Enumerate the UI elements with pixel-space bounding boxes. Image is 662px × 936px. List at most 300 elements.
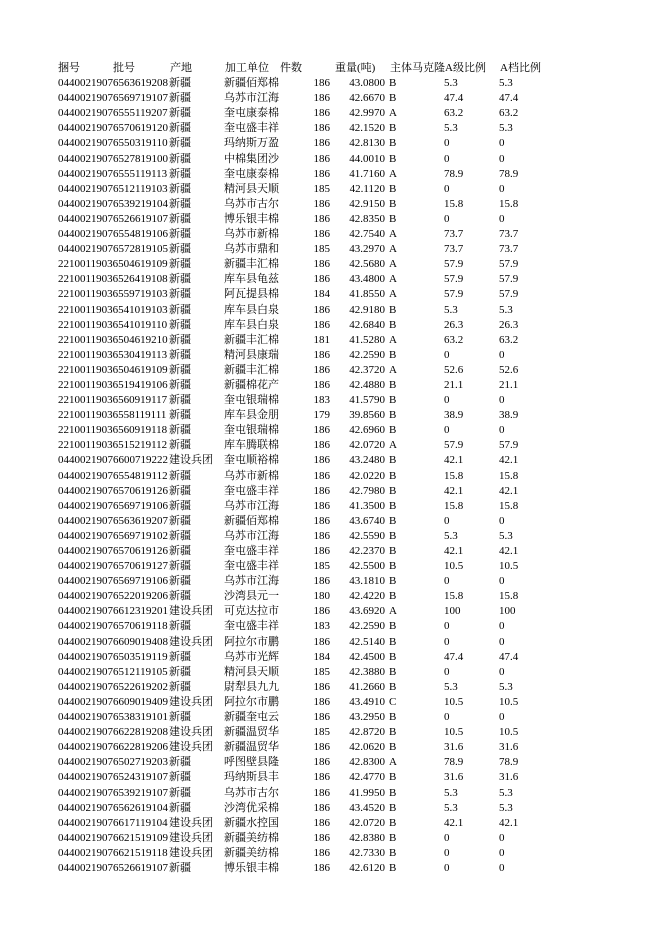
cell-piece-count: 186: [313, 167, 330, 180]
cell-origin: 新疆: [169, 152, 191, 165]
cell-grade-a-ratio: 15.8: [444, 590, 464, 603]
cell-origin: 新疆: [169, 711, 191, 724]
cell-tier-a-ratio: 0: [499, 394, 505, 407]
cell-weight: 42.6840: [349, 318, 385, 331]
cotton-bale-table: [57, 61, 552, 876]
cell-weight: 42.5680: [349, 258, 385, 271]
cell-grade-a-ratio: 31.6: [444, 771, 464, 784]
cell-bale-no: 04400219076512119105: [58, 665, 168, 678]
cell-bale-no: 22100119036504619109: [58, 363, 168, 376]
cell-tier-a-ratio: 21.1: [499, 378, 519, 391]
table-row: [57, 786, 552, 801]
cell-weight: 41.8550: [349, 288, 385, 301]
cell-weight: 39.8560: [349, 409, 385, 422]
cell-main-micronaire: C: [389, 695, 397, 708]
cell-piece-count: 186: [313, 197, 330, 210]
cell-tier-a-ratio: 0: [499, 424, 505, 437]
cell-processing-unit: 新疆丰汇棉: [224, 333, 279, 346]
table-row: [57, 76, 552, 91]
cell-origin: 新疆: [169, 92, 191, 105]
cell-origin: 新疆: [169, 394, 191, 407]
cell-weight: 42.0620: [349, 741, 385, 754]
cell-bale-no: 04400219076512119103: [58, 182, 168, 195]
cell-main-micronaire: B: [389, 514, 397, 527]
cell-main-micronaire: B: [389, 650, 397, 663]
cell-bale-no: 04400219076600719222: [58, 454, 168, 467]
cell-grade-a-ratio: 57.9: [444, 258, 464, 271]
cell-processing-unit: 新疆丰汇棉: [224, 363, 279, 376]
cell-processing-unit: 乌苏市古尔: [224, 197, 279, 210]
cell-main-micronaire: B: [389, 484, 397, 497]
cell-tier-a-ratio: 0: [499, 212, 505, 225]
table-row: [57, 589, 552, 604]
cell-processing-unit: 新疆美纺棉: [224, 846, 279, 859]
table-row: [57, 393, 552, 408]
cell-processing-unit: 库车县金朋: [224, 409, 279, 422]
cell-origin: 新疆: [169, 182, 191, 195]
cell-grade-a-ratio: 100: [444, 605, 461, 618]
cell-bale-no: 04400219076569719106: [58, 499, 168, 512]
table-row: [57, 318, 552, 333]
cell-processing-unit: 新疆丰汇棉: [224, 258, 279, 271]
cell-origin: 新疆: [169, 137, 191, 150]
cell-weight: 41.5790: [349, 394, 385, 407]
cell-processing-unit: 奎屯盛丰祥: [224, 484, 279, 497]
cell-main-micronaire: B: [389, 394, 397, 407]
cell-tier-a-ratio: 78.9: [499, 167, 519, 180]
table-row: [57, 544, 552, 559]
cell-main-micronaire: B: [389, 726, 397, 739]
cell-main-micronaire: B: [389, 378, 397, 391]
cell-piece-count: 181: [313, 333, 330, 346]
cell-weight: 42.4880: [349, 378, 385, 391]
cell-processing-unit: 库车县白泉: [224, 303, 279, 316]
cell-main-micronaire: B: [389, 771, 397, 784]
cell-weight: 42.8130: [349, 137, 385, 150]
cell-tier-a-ratio: 5.3: [499, 680, 513, 693]
cell-bale-no: 04400219076572819105: [58, 243, 168, 256]
cell-processing-unit: 玛纳斯县丰: [224, 771, 279, 784]
cell-main-micronaire: B: [389, 454, 397, 467]
table-row: [57, 136, 552, 151]
cell-weight: 42.8380: [349, 831, 385, 844]
cell-bale-no: 22100119036560919117: [58, 394, 168, 407]
cell-piece-count: 186: [313, 499, 330, 512]
cell-weight: 42.6670: [349, 92, 385, 105]
cell-main-micronaire: B: [389, 303, 397, 316]
cell-tier-a-ratio: 42.1: [499, 545, 519, 557]
cell-processing-unit: 奎屯康泰棉: [224, 167, 279, 180]
cell-grade-a-ratio: 42.1: [444, 545, 464, 557]
cell-processing-unit: 精河县康瑞: [224, 348, 279, 361]
cell-piece-count: 186: [313, 635, 330, 648]
cell-weight: 41.3500: [349, 499, 385, 512]
table-row: [57, 348, 552, 363]
cell-tier-a-ratio: 10.5: [499, 560, 519, 573]
cell-piece-count: 186: [313, 801, 330, 814]
cell-grade-a-ratio: 21.1: [444, 378, 464, 391]
cell-piece-count: 186: [313, 424, 330, 437]
cell-piece-count: 186: [313, 212, 330, 225]
cell-processing-unit: 乌苏市新棉: [224, 469, 279, 482]
cell-origin: 建设兵团: [169, 831, 213, 844]
cell-bale-no: 04400219076539219104: [58, 197, 168, 210]
cell-processing-unit: 新疆佰郑棉: [224, 514, 279, 527]
cell-tier-a-ratio: 73.7: [499, 243, 519, 256]
cell-processing-unit: 奎屯盛丰祥: [224, 560, 279, 573]
cell-weight: 43.6920: [349, 605, 385, 618]
cell-origin: 建设兵团: [169, 454, 213, 467]
cell-grade-a-ratio: 31.6: [444, 741, 464, 754]
cell-tier-a-ratio: 31.6: [499, 741, 519, 754]
table-row: [57, 755, 552, 770]
cell-processing-unit: 新疆美纺棉: [224, 831, 279, 844]
cell-tier-a-ratio: 5.3: [499, 801, 513, 814]
cell-processing-unit: 沙湾县元一: [224, 590, 279, 603]
cell-processing-unit: 奎屯银瑞棉: [224, 394, 279, 407]
cell-grade-a-ratio: 15.8: [444, 197, 464, 210]
cell-main-micronaire: B: [389, 469, 397, 482]
cell-processing-unit: 新疆温贸华: [224, 726, 279, 739]
cell-piece-count: 185: [313, 726, 330, 739]
cell-main-micronaire: B: [389, 529, 397, 542]
cell-bale-no: 22100119036558119111: [58, 409, 167, 422]
cell-main-micronaire: B: [389, 409, 397, 422]
cell-weight: 42.6960: [349, 424, 385, 437]
table-row: [57, 499, 552, 514]
cell-grade-a-ratio: 0: [444, 620, 450, 633]
cell-weight: 42.4770: [349, 771, 385, 784]
cell-weight: 43.4800: [349, 273, 385, 286]
cell-piece-count: 186: [313, 861, 330, 874]
table-row: [57, 227, 552, 242]
cell-origin: 建设兵团: [169, 635, 213, 648]
cell-piece-count: 186: [313, 711, 330, 724]
cell-grade-a-ratio: 5.3: [444, 77, 458, 90]
cell-grade-a-ratio: 0: [444, 182, 450, 195]
cell-bale-no: 04400219076621519118: [58, 846, 168, 859]
cell-origin: 新疆: [169, 484, 191, 497]
cell-origin: 新疆: [169, 861, 191, 874]
cell-bale-no: 04400219076622819208: [58, 726, 168, 739]
cell-bale-no: 04400219076569719106: [58, 575, 168, 588]
cell-grade-a-ratio: 78.9: [444, 756, 464, 769]
cell-origin: 新疆: [169, 318, 191, 331]
table-row: [57, 529, 552, 544]
cell-weight: 43.4910: [349, 695, 385, 708]
table-row: [57, 453, 552, 468]
cell-tier-a-ratio: 0: [499, 182, 505, 195]
cell-tier-a-ratio: 15.8: [499, 469, 519, 482]
cell-origin: 建设兵团: [169, 726, 213, 739]
cell-tier-a-ratio: 5.3: [499, 122, 513, 135]
cell-origin: 新疆: [169, 243, 191, 256]
cell-origin: 建设兵团: [169, 695, 213, 708]
cell-processing-unit: 呼图壁县隆: [224, 756, 279, 769]
cell-processing-unit: 精河县天顺: [224, 182, 279, 195]
cell-tier-a-ratio: 5.3: [499, 529, 513, 542]
cell-piece-count: 186: [313, 92, 330, 105]
cell-piece-count: 180: [313, 590, 330, 603]
cell-processing-unit: 可克达拉市: [224, 605, 279, 618]
cell-origin: 新疆: [169, 529, 191, 542]
cell-grade-a-ratio: 5.3: [444, 303, 458, 316]
cell-tier-a-ratio: 0: [499, 348, 505, 361]
cell-grade-a-ratio: 0: [444, 831, 450, 844]
cell-main-micronaire: A: [389, 756, 397, 769]
table-row: [57, 725, 552, 740]
cell-processing-unit: 乌苏市江海: [224, 92, 279, 105]
cell-origin: 新疆: [169, 786, 191, 799]
cell-tier-a-ratio: 0: [499, 514, 505, 527]
cell-bale-no: 22100119036519419106: [58, 378, 168, 391]
cell-weight: 42.9150: [349, 197, 385, 210]
cell-main-micronaire: B: [389, 665, 397, 678]
table-row: [57, 740, 552, 755]
cell-grade-a-ratio: 0: [444, 424, 450, 437]
cell-bale-no: 04400219076526619107: [58, 861, 168, 874]
cell-piece-count: 186: [313, 152, 330, 165]
cell-main-micronaire: B: [389, 92, 397, 105]
cell-weight: 43.6740: [349, 514, 385, 527]
cell-grade-a-ratio: 63.2: [444, 107, 464, 120]
cell-weight: 44.0010: [349, 152, 385, 165]
cell-tier-a-ratio: 100: [499, 605, 516, 618]
cell-origin: 新疆: [169, 439, 191, 452]
cell-tier-a-ratio: 0: [499, 635, 505, 648]
cell-piece-count: 184: [313, 650, 330, 663]
table-row: [57, 121, 552, 136]
cell-piece-count: 186: [313, 545, 330, 557]
cell-grade-a-ratio: 5.3: [444, 786, 458, 799]
cell-main-micronaire: B: [389, 212, 397, 225]
cell-piece-count: 186: [313, 228, 330, 241]
cell-weight: 42.6120: [349, 861, 385, 874]
cell-main-micronaire: B: [389, 620, 397, 633]
cell-bale-no: 04400219076570619118: [58, 620, 168, 633]
cell-main-micronaire: B: [389, 861, 397, 874]
header-weight: 重量(吨): [335, 62, 376, 74]
cell-bale-no: 22100119036530419113: [58, 348, 168, 361]
cell-weight: 42.3880: [349, 665, 385, 678]
cell-grade-a-ratio: 0: [444, 575, 450, 588]
cell-weight: 42.7540: [349, 228, 385, 241]
cell-piece-count: 183: [313, 620, 330, 633]
cell-origin: 新疆: [169, 665, 191, 678]
cell-grade-a-ratio: 42.1: [444, 454, 464, 467]
cell-main-micronaire: B: [389, 575, 397, 588]
cell-weight: 41.2660: [349, 680, 385, 693]
cell-piece-count: 186: [313, 273, 330, 286]
cell-origin: 新疆: [169, 650, 191, 663]
cell-grade-a-ratio: 0: [444, 137, 450, 150]
cell-piece-count: 186: [313, 439, 330, 452]
cell-grade-a-ratio: 5.3: [444, 801, 458, 814]
table-row: [57, 816, 552, 831]
cell-origin: 新疆: [169, 545, 191, 557]
cell-main-micronaire: B: [389, 348, 397, 361]
cell-tier-a-ratio: 0: [499, 846, 505, 859]
cell-main-micronaire: B: [389, 182, 397, 195]
cell-main-micronaire: A: [389, 228, 397, 241]
table-row: [57, 559, 552, 574]
cell-origin: 新疆: [169, 107, 191, 120]
cell-processing-unit: 库车县龟兹: [224, 273, 279, 286]
cell-processing-unit: 博乐银丰棉: [224, 861, 279, 874]
table-row: [57, 182, 552, 197]
cell-bale-no: 04400219076570619127: [58, 560, 168, 573]
cell-grade-a-ratio: 0: [444, 846, 450, 859]
table-row: [57, 257, 552, 272]
cell-grade-a-ratio: 5.3: [444, 122, 458, 135]
cell-main-micronaire: A: [389, 243, 397, 256]
cell-bale-no: 04400219076622819206: [58, 741, 168, 754]
cell-processing-unit: 阿瓦提县棉: [224, 288, 279, 301]
cell-grade-a-ratio: 5.3: [444, 680, 458, 693]
cell-main-micronaire: A: [389, 363, 397, 376]
cell-origin: 新疆: [169, 228, 191, 241]
cell-processing-unit: 沙湾优采棉: [224, 801, 279, 814]
cell-tier-a-ratio: 42.1: [499, 484, 519, 497]
cell-main-micronaire: B: [389, 499, 397, 512]
cell-grade-a-ratio: 63.2: [444, 333, 464, 346]
cell-piece-count: 183: [313, 394, 330, 407]
cell-weight: 43.1810: [349, 575, 385, 588]
cell-tier-a-ratio: 0: [499, 665, 505, 678]
cell-bale-no: 04400219076562619104: [58, 801, 168, 814]
table-row: [57, 242, 552, 257]
cell-piece-count: 186: [313, 741, 330, 754]
cell-tier-a-ratio: 5.3: [499, 303, 513, 316]
table-row: [57, 167, 552, 182]
cell-bale-no: 04400219076617119104: [58, 816, 168, 829]
table-row: [57, 619, 552, 634]
cell-tier-a-ratio: 26.3: [499, 318, 519, 331]
table-row: [57, 303, 552, 318]
cell-weight: 42.4220: [349, 590, 385, 603]
cell-bale-no: 04400219076609019408: [58, 635, 168, 648]
cell-piece-count: 186: [313, 756, 330, 769]
cell-bale-no: 22100119036515219112: [58, 439, 168, 452]
cell-origin: 新疆: [169, 409, 191, 422]
cell-processing-unit: 阿拉尔市鹏: [224, 635, 279, 648]
cell-tier-a-ratio: 57.9: [499, 288, 519, 301]
cell-main-micronaire: B: [389, 137, 397, 150]
cell-weight: 43.0800: [349, 77, 385, 90]
cell-processing-unit: 中棉集团沙: [224, 152, 279, 165]
cell-weight: 42.2590: [349, 620, 385, 633]
cell-bale-no: 04400219076612319201: [58, 605, 168, 618]
cell-processing-unit: 新疆水控国: [224, 816, 279, 829]
cell-weight: 42.5590: [349, 529, 385, 542]
cell-piece-count: 186: [313, 122, 330, 135]
cell-bale-no: 04400219076539219107: [58, 786, 168, 799]
cell-grade-a-ratio: 0: [444, 514, 450, 527]
table-row: [57, 665, 552, 680]
cell-bale-no: 04400219076524319107: [58, 771, 168, 784]
cell-piece-count: 184: [313, 288, 330, 301]
cell-piece-count: 185: [313, 560, 330, 573]
cell-bale-no: 04400219076526619107: [58, 212, 168, 225]
table-row: [57, 423, 552, 438]
cell-weight: 42.1120: [349, 182, 385, 195]
cell-bale-no: 04400219076502719203: [58, 756, 168, 769]
cell-origin: 新疆: [169, 77, 191, 90]
cell-tier-a-ratio: 5.3: [499, 786, 513, 799]
cell-processing-unit: 新疆棉花产: [224, 378, 279, 391]
cell-bale-no: 04400219076522619202: [58, 680, 168, 693]
cell-tier-a-ratio: 0: [499, 711, 505, 724]
cell-main-micronaire: B: [389, 197, 397, 210]
cell-bale-no: 04400219076570619126: [58, 484, 168, 497]
cell-weight: 42.8720: [349, 726, 385, 739]
cell-grade-a-ratio: 0: [444, 212, 450, 225]
cell-piece-count: 186: [313, 348, 330, 361]
cell-grade-a-ratio: 47.4: [444, 92, 464, 105]
cell-bale-no: 22100119036559719103: [58, 288, 168, 301]
cell-grade-a-ratio: 42.1: [444, 816, 464, 829]
cell-main-micronaire: B: [389, 560, 397, 573]
cell-processing-unit: 奎屯盛丰祥: [224, 545, 279, 557]
cell-weight: 42.3720: [349, 363, 385, 376]
cell-piece-count: 186: [313, 303, 330, 316]
cell-piece-count: 186: [313, 575, 330, 588]
cell-bale-no: 22100119036541019103: [58, 303, 168, 316]
cell-tier-a-ratio: 63.2: [499, 333, 519, 346]
cell-bale-no: 04400219076503519119: [58, 650, 168, 663]
cell-piece-count: 186: [313, 454, 330, 467]
cell-processing-unit: 奎屯盛丰祥: [224, 620, 279, 633]
cell-main-micronaire: B: [389, 545, 397, 557]
cell-weight: 43.4520: [349, 801, 385, 814]
cell-tier-a-ratio: 0: [499, 861, 505, 874]
cell-origin: 新疆: [169, 499, 191, 512]
cell-piece-count: 186: [313, 318, 330, 331]
cell-origin: 新疆: [169, 424, 191, 437]
cell-tier-a-ratio: 78.9: [499, 756, 519, 769]
cell-piece-count: 186: [313, 469, 330, 482]
cell-origin: 新疆: [169, 680, 191, 693]
cell-main-micronaire: B: [389, 424, 397, 437]
table-row: [57, 469, 552, 484]
cell-origin: 新疆: [169, 469, 191, 482]
cell-piece-count: 186: [313, 695, 330, 708]
cell-weight: 42.1520: [349, 122, 385, 135]
cell-tier-a-ratio: 42.1: [499, 816, 519, 829]
table-row: [57, 212, 552, 227]
table-row: [57, 438, 552, 453]
cell-origin: 新疆: [169, 212, 191, 225]
cell-piece-count: 186: [313, 363, 330, 376]
cell-grade-a-ratio: 0: [444, 348, 450, 361]
cell-weight: 41.5280: [349, 333, 385, 346]
cell-grade-a-ratio: 15.8: [444, 499, 464, 512]
cell-main-micronaire: B: [389, 152, 397, 165]
cell-weight: 42.7330: [349, 846, 385, 859]
cell-main-micronaire: A: [389, 288, 397, 301]
table-row: [57, 514, 552, 529]
cell-main-micronaire: B: [389, 318, 397, 331]
cell-tier-a-ratio: 15.8: [499, 197, 519, 210]
cell-weight: 42.8350: [349, 212, 385, 225]
cell-processing-unit: 奎屯康泰棉: [224, 107, 279, 120]
cell-weight: 43.2970: [349, 243, 385, 256]
cell-weight: 42.0720: [349, 816, 385, 829]
cell-main-micronaire: A: [389, 439, 397, 452]
cell-grade-a-ratio: 57.9: [444, 439, 464, 452]
cell-main-micronaire: A: [389, 333, 397, 346]
table-row: [57, 272, 552, 287]
